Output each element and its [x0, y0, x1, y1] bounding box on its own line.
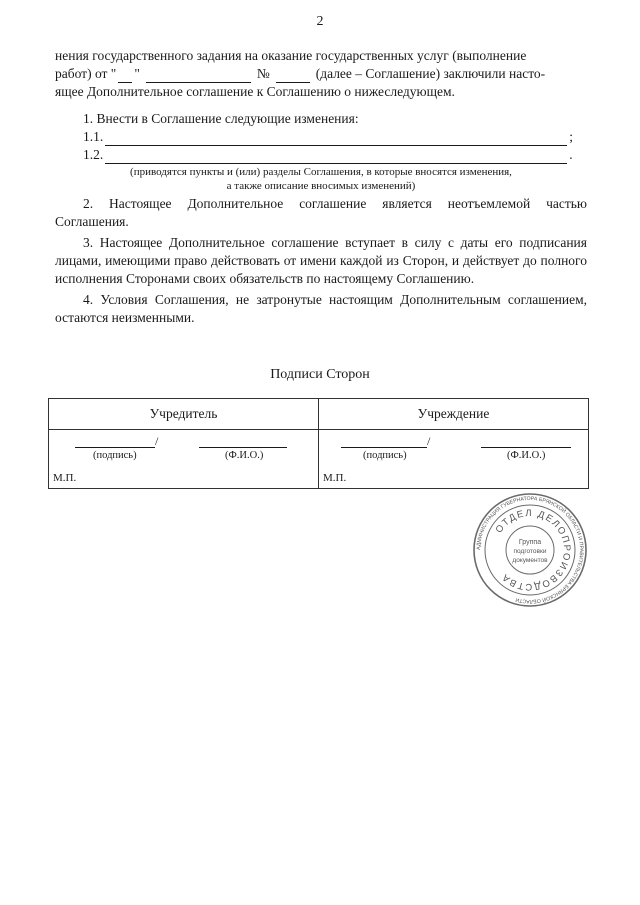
institution-signature-line	[341, 447, 427, 448]
item-1-note-line-1: (приводятся пункты и (или) разделы Соглашения, в которые вносятся изменения,	[130, 166, 512, 178]
signatures-table	[48, 398, 589, 489]
intro-line-3	[55, 83, 587, 101]
founder-signature-cell	[49, 430, 319, 489]
signatures-title: Подписи Сторон	[270, 367, 370, 382]
institution-name-caption: (Ф.И.О.)	[507, 450, 546, 461]
item-2: 2. Настоящее Дополнительное соглашение является неотъемлемой частью Соглашения.	[55, 196, 587, 229]
item-1-2-label: 1.2.	[83, 147, 104, 162]
intro-text-2a: работ) от "	[55, 66, 117, 81]
stamp-center-line-3: документов	[512, 557, 548, 564]
item-4: 4. Условия Соглашения, не затронутые настоящим Дополнительным соглашением, остаются неизменными.	[55, 292, 587, 325]
item-1-1-end: ;	[569, 129, 574, 144]
number-sign: №	[256, 66, 270, 81]
institution-signature-caption: (подпись)	[363, 450, 407, 461]
founder-signature-caption: (подпись)	[93, 450, 137, 461]
founder-name-caption: (Ф.И.О.)	[225, 450, 264, 461]
institution-name-line	[481, 447, 571, 448]
item-1-heading	[55, 110, 587, 128]
stamp-center-line-1: Группа	[518, 539, 542, 546]
item-1-2-end: .	[569, 147, 573, 162]
page-number: 2	[316, 14, 324, 29]
intro-text-3: ящее Дополнительное соглашение к Соглашению о нижеследующем.	[55, 84, 455, 99]
item-1-note	[55, 165, 587, 193]
item-1-2	[55, 146, 587, 164]
stamp-outer-text: АДМИНИСТРАЦИЯ ГУБЕРНАТОРА БРЯНСКОЙ ОБЛАСТИ И ПРАВИТЕЛЬСТВА БРЯНСКОЙ ОБЛАСТИ	[475, 495, 585, 605]
institution-seal-place: М.П.	[323, 472, 347, 484]
intro-text-1: нения государственного задания на оказание государственных услуг (выполнение	[55, 48, 527, 63]
item-1-2-blank	[105, 150, 567, 164]
blank-month-year	[146, 69, 251, 83]
institution-slash: /	[427, 434, 431, 448]
intro-line-1	[55, 47, 587, 65]
intro-line-2	[55, 65, 587, 83]
department-stamp	[472, 492, 588, 608]
blank-number	[276, 69, 310, 83]
founder-seal-place: М.П.	[53, 472, 77, 484]
stamp-ring-text: ОТДЕЛ ДЕЛОПРОИЗВОДСТВА	[493, 507, 573, 593]
item-1-1	[55, 128, 587, 146]
stamp-center-line-2: подготовки	[513, 548, 547, 555]
item-1-1-label: 1.1.	[83, 129, 104, 144]
founder-header: Учредитель	[49, 399, 319, 430]
intro-text-2b: "	[134, 66, 140, 81]
document-body	[55, 47, 587, 327]
item-3: 3. Настоящее Дополнительное соглашение вступает в силу с даты его подписания лицами, имеющими право действовать от имени каждой из Сторон, и действует до полного исполнения Сторонами своих обязательств по настоящему Соглашению.	[55, 235, 587, 286]
founder-signature-line	[75, 447, 155, 448]
founder-slash: /	[155, 434, 159, 448]
founder-name-line	[199, 447, 287, 448]
blank-day	[118, 69, 132, 83]
institution-signature-cell	[319, 430, 589, 489]
item-1-note-line-2: а также описание вносимых изменений)	[226, 180, 416, 192]
institution-header: Учреждение	[319, 399, 589, 430]
item-1-text: 1. Внести в Соглашение следующие изменения:	[83, 111, 359, 126]
intro-text-2d: (далее – Соглашение) заключили насто-	[315, 66, 546, 81]
item-1-1-blank	[105, 132, 567, 146]
